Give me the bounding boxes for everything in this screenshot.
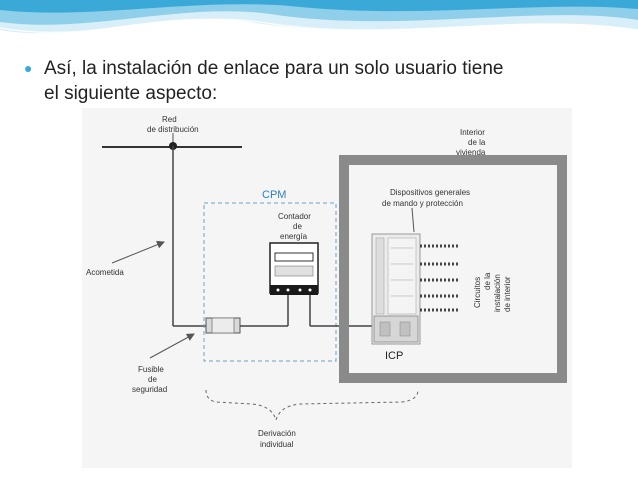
interior-label-3: vivienda xyxy=(456,148,486,157)
meter-terminal-3 xyxy=(299,289,302,292)
fusible-label-3: seguridad xyxy=(132,385,168,394)
installation-diagram xyxy=(82,108,572,468)
icp-switch-1 xyxy=(380,322,390,336)
contador-label-2: de xyxy=(293,222,302,231)
meter-terminal-1 xyxy=(277,289,280,292)
derivacion-label-1: Derivación xyxy=(258,429,296,438)
contador-label-3: energía xyxy=(280,232,308,241)
meter-display xyxy=(275,253,313,261)
cpm-label: CPM xyxy=(262,189,287,201)
red-label-2: de distribución xyxy=(147,125,199,134)
derivacion-label-2: individual xyxy=(260,440,294,449)
bullet-line-2: el siguiente aspecto: xyxy=(44,83,218,104)
dispositivos-label-2: de mando y protección xyxy=(382,199,463,208)
interior-label-1: Interior xyxy=(460,128,485,137)
meter-terminal-2 xyxy=(287,289,290,292)
icp-label: ICP xyxy=(385,350,404,362)
contador-label-1: Contador xyxy=(278,212,311,221)
breaker-rail xyxy=(388,238,416,314)
bullet-icon: ● xyxy=(24,60,33,76)
circuitos-label-3: instalación xyxy=(493,274,502,312)
dispositivos-label-1: Dispositivos generales xyxy=(390,188,471,197)
slide-bullet xyxy=(24,56,624,106)
fusible-label-2: de xyxy=(148,375,157,384)
meter-counter xyxy=(275,266,313,276)
bullet-line-1: Así, la instalación de enlace para un solo usuario tiene xyxy=(44,58,504,79)
header-wave-banner xyxy=(0,0,638,60)
fuse-cartridge xyxy=(212,318,234,333)
main-breaker xyxy=(376,238,384,314)
fusible-label-1: Fusible xyxy=(138,365,164,374)
interior-label-2: de la xyxy=(468,138,486,147)
circuitos-label-2: de la xyxy=(483,272,492,290)
acometida-label: Acometida xyxy=(86,268,124,277)
circuitos-label-4: de interior xyxy=(503,276,512,312)
red-label-1: Red xyxy=(162,115,177,124)
icp-switch-2 xyxy=(400,322,410,336)
circuitos-label-1: Circuitos xyxy=(473,276,482,308)
meter-terminal-4 xyxy=(309,289,312,292)
